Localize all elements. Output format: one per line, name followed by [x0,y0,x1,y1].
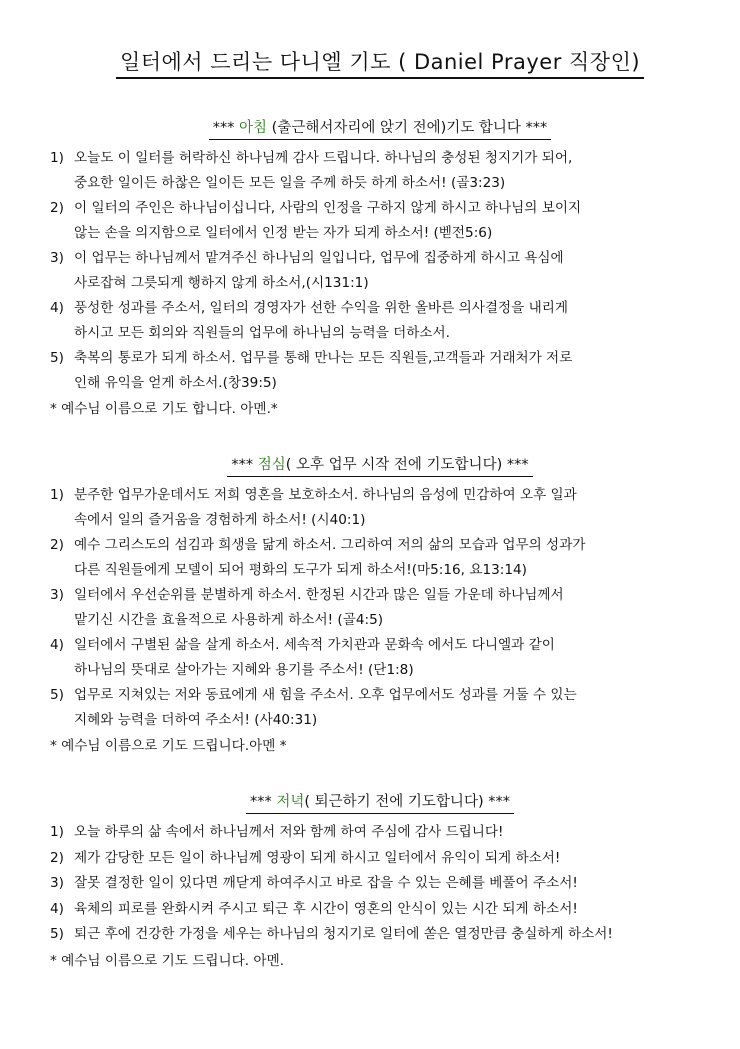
heading-stars-left: *** [231,457,258,473]
prayer-item: 1) 오늘도 이 일터를 허락하신 하나님께 감사 드립니다. 하나님의 충성된 청지기가 되어, 중요한 일이든 하찮은 일이든 모든 일을 주께 하듯 하게 하소서! (골3:23) [50,150,573,191]
closing-amen: * 예수님 이름으로 기도 드립니다. 아멘. [50,952,285,969]
page-title [50,46,710,80]
prayer-item: 2) 예수 그리스도의 섬김과 희생을 닮게 하소서. 그리하여 저의 삶의 모습과 업무의 성과가 다른 직원들에게 모델이 되어 평화의 도구가 되게 하소서!(마5:16, 요13:14) [50,537,586,578]
heading-rest: ( 퇴근하기 전에 기도합니다) *** [304,794,510,810]
prayer-item: 4) 육체의 피로를 완화시켜 주시고 퇴근 후 시간이 영혼의 안식이 있는 시간 되게 하소서! [50,900,578,917]
prayer-item: 2) 제가 감당한 모든 일이 하나님께 영광이 되게 하시고 일터에서 유익이 되게 하소서! [50,849,561,866]
prayer-item: 3) 잘못 결정한 일이 있다면 깨닫게 하여주시고 바로 잡을 수 있는 은혜를 베풀어 주소서! [50,875,578,891]
closing-amen: * 예수님 이름으로 기도 드립니다.아멘 * [50,738,287,754]
prayer-item: 1) 분주한 업무가운데서도 저희 영혼을 보호하소서. 하나님의 음성에 민감하여 오후 일과 속에서 일의 즐거움을 경험하게 하소서! (시40:1) [50,487,577,528]
prayer-item: 5) 축복의 통로가 되게 하소서. 업무를 통해 만나는 모든 직원들,고객들과 거래처가 저로 인해 유익을 얻게 하소서.(창39:5) [50,350,573,391]
prayer-list-morning [50,146,710,421]
closing-amen: * 예수님 이름으로 기도 합니다. 아멘.* [50,401,278,417]
heading-rest: ( 오후 업무 시작 전에 기도합니다) *** [285,457,529,473]
prayer-item: 5) 업무로 지쳐있는 저와 동료에게 새 힘을 주소서. 오후 업무에서도 성과를 거둘 수 있는 지혜와 능력을 더하여 주소서! (사40:31) [50,687,577,728]
heading-highlight: 저녁 [276,794,305,810]
prayer-item: 5) 퇴근 후에 건강한 가정을 세우는 하나님의 청지기로 일터에 쏟은 열정만큼 충실하게 하소서! [50,926,613,942]
section-heading-lunch [50,453,710,474]
heading-highlight: 점심 [257,457,286,473]
heading-stars-left: *** [250,794,277,810]
prayer-item: 3) 이 업무는 하나님께서 맡겨주신 하나님의 일입니다, 업무에 집중하게 하시고 욕심에 사로잡혀 그릇되게 행하지 않게 하소서,(시131:1) [50,250,564,291]
prayer-item: 1) 오늘 하루의 삶 속에서 하나님께서 저와 함께 하여 주심에 감사 드립니다! [50,824,504,840]
prayer-item: 3) 일터에서 우선순위를 분별하게 하소서. 한정된 시간과 많은 일들 가운데 하나님께서 맡기신 시간을 효율적으로 사용하게 하소서! (골4:5) [50,587,564,628]
prayer-list-lunch [50,483,710,758]
heading-rest: (출근해서자리에 앉기 전에)기도 합니다 *** [267,120,548,136]
heading-highlight: 아침 [239,120,268,136]
prayer-item: 4) 일터에서 구별된 삶을 살게 하소서. 세속적 가치관과 문화속 에서도 다니엘과 같이 하나님의 뜻대로 살아가는 지혜와 용기를 주소서! (단1:8) [50,637,555,678]
section-heading-evening [50,790,710,811]
prayer-item: 2) 이 일터의 주인은 하나님이십니다, 사람의 인정을 구하지 않게 하시고 하나님의 보이지 않는 손을 의지함으로 일터에서 인정 받는 자가 되게 하소서! (벧전5:6) [50,200,582,241]
section-heading-morning [50,116,710,137]
page-title-text: 일터에서 드리는 다니엘 기도 ( Daniel Prayer 직장인) [116,50,644,79]
prayer-list-evening [50,820,710,973]
prayer-item: 4) 풍성한 성과를 주소서, 일터의 경영자가 선한 수익을 위한 올바른 의사결정을 내리게 하시고 모든 회의와 직원들의 업무에 하나님의 능력을 더하소서. [50,300,569,341]
heading-stars-left: *** [212,120,240,136]
